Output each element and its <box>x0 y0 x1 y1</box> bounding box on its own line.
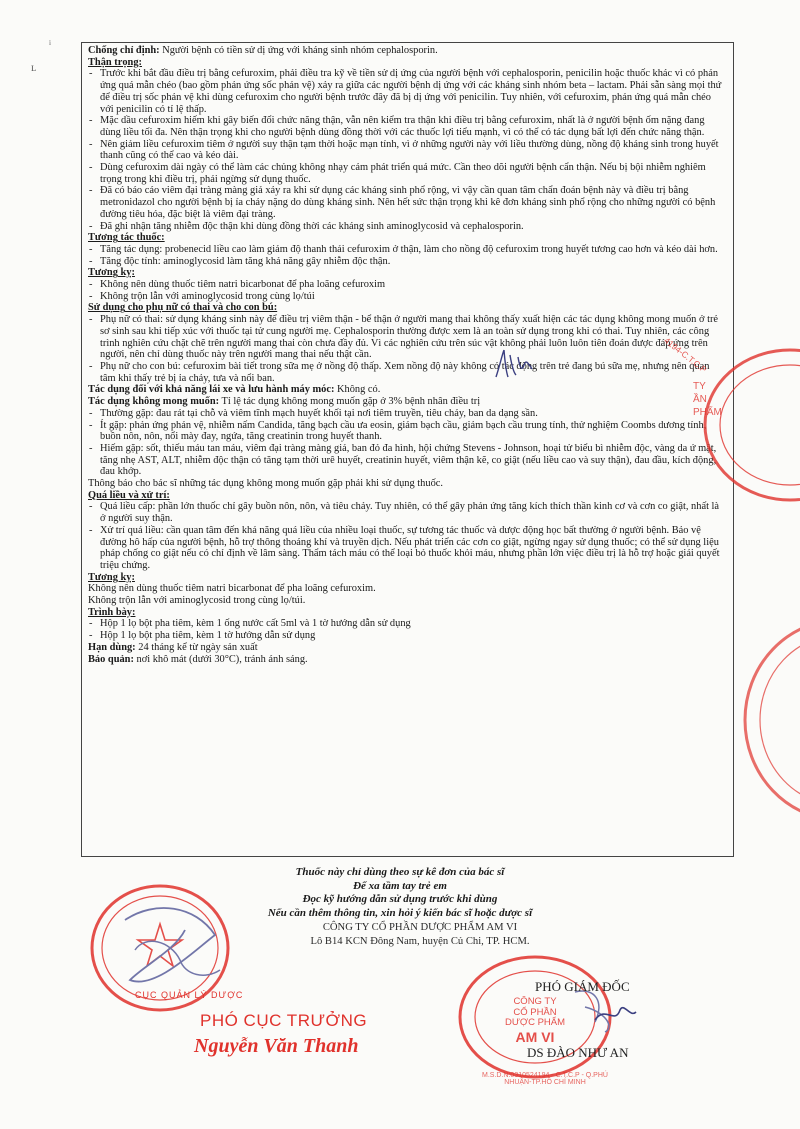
incompat-list <box>88 279 727 302</box>
edge-seal <box>650 340 800 510</box>
precautions-list <box>88 68 727 232</box>
pregnancy-heading: Sử dụng cho phụ nữ có thai và cho con bú: <box>88 302 278 314</box>
right-signatory-name: DS ĐÀO NHƯ AN <box>527 1045 629 1060</box>
seal-line: CÔNG TY <box>513 996 557 1007</box>
list-item: - Đã có báo cáo viêm đại tràng màng giả xảy ra khi sử dụng các kháng sinh phổ rộng, vì vậy cần quan tâm chẩn đoán bệnh này và điều trị bằng metronidazol cho người bệnh bị ỉa chảy nặng do dùng kháng sinh. Nên hết sức thận trọng khi kê đơn kháng sinh phổ rộng cho những người có bệnh đường tiêu hóa, đặc biệt là viêm đại tràng. <box>88 185 727 220</box>
driving-label: Tác dụng đối với khả năng lái xe và lưu hành máy móc: <box>88 384 335 396</box>
seal-line: AM VI <box>515 1028 555 1045</box>
list-item: - Hộp 1 lọ bột pha tiêm, kèm 1 ống nước cất 5ml và 1 tờ hướng dẫn sử dụng <box>88 618 727 630</box>
edge-seal-center <box>693 380 722 419</box>
adverse-label: Tác dụng không mong muốn: <box>88 396 220 408</box>
interactions-heading: Tương tác thuốc: <box>88 232 165 244</box>
company-name: CÔNG TY CỔ PHẦN DƯỢC PHẨM AM VI <box>322 922 518 933</box>
seal-line: PHẨM <box>693 407 722 418</box>
presentation-heading: Trình bày: <box>88 606 136 618</box>
warning-line: Thuốc này chỉ dùng theo sự kê đơn của bác sĩ <box>295 866 505 878</box>
overdose-list <box>88 501 727 571</box>
list-item: - Phụ nữ cho con bú: cefuroxim bài tiết trong sữa mẹ ở nồng độ thấp. Xem nồng độ này không có tác động trên trẻ đang bú sữa mẹ, nhưng nên quan tâm khi thấy trẻ bị ỉa chảy, tưa và nổi ban. <box>88 361 727 384</box>
storage-label: Bảo quản: <box>88 653 134 665</box>
shelf-life-line <box>88 642 727 654</box>
seal-line: CỔ PHẦN <box>513 1006 557 1018</box>
list-item: - Tăng độc tính: aminoglycosid làm tăng khả năng gây nhiễm độc thận. <box>88 256 727 268</box>
seal-line: TY <box>693 381 706 392</box>
presentation-list <box>88 618 727 641</box>
left-signatory-name: Nguyễn Văn Thanh <box>194 1035 359 1057</box>
list-item: - Hộp 1 lọ bột pha tiêm, kèm 1 tờ hướng dẫn sử dụng <box>88 630 727 642</box>
list-item: - Trước khi bắt đầu điều trị bằng cefuroxim, phải điều tra kỹ về tiền sử dị ứng của người bệnh với cephalosporin, penicilin hoặc thuốc khác vì có phản ứng quá mẫn chéo (bao gồm phản ứng sốc phản vệ) xảy ra giữa các người bệnh dị ứng với các kháng sinh nhóm beta – lactam. Phải sẵn sàng mọi thứ để điều trị sốc phản vệ khi dùng cefuroxim cho người bệnh trước đây đã bị dị ứng với penicilin. Tuy nhiên, với cefuroxim, phản ứng quá mẫn chéo với penicilin có tỉ lệ thấp. <box>88 68 727 115</box>
warning-line: Để xa tầm tay trẻ em <box>353 879 447 892</box>
pregnancy-list <box>88 314 727 384</box>
leaflet-body <box>81 42 734 857</box>
list-item: - Mặc dầu cefuroxim hiếm khi gây biến đổi chức năng thận, vẫn nên kiểm tra thận khi điều trị bằng cefuroxim, nhất là ở người bệnh ốm nặng đang dùng liều tối đa. Nên thận trọng khi cho người bệnh dùng đồng thời với các thuốc lợi tiểu mạnh, vì có thể có tác dụng bất lợi đến chức năng thận. <box>88 115 727 138</box>
adverse-line <box>88 396 727 408</box>
company-block <box>270 921 570 948</box>
list-item: - Dùng cefuroxim dài ngày có thể làm các chủng không nhạy cảm phát triển quá mức. Cần theo dõi người bệnh cẩn thận. Nếu bị bội nhiễm nghiêm trọng trong khi điều trị, phải ngừng sử dụng thuốc. <box>88 162 727 185</box>
company-address: Lô B14 KCN Đông Nam, huyện Củ Chi, TP. HCM. <box>310 935 530 947</box>
contraindication-label: Chống chỉ định: <box>88 45 160 56</box>
shelf-life-text: 24 tháng kể từ ngày sản xuất <box>135 641 258 653</box>
government-seal-text: CỤC QUẢN LÝ DƯỢC <box>135 990 244 1000</box>
warning-line: Nếu cần thêm thông tin, xin hỏi ý kiến bác sĩ hoặc dược sĩ <box>267 906 533 919</box>
contraindication-line <box>88 45 727 57</box>
list-item: - Đã ghi nhận tăng nhiễm độc thận khi dùng đồng thời các kháng sinh aminoglycosid và cephalosporin. <box>88 221 727 233</box>
shelf-life-label: Hạn dùng: <box>88 641 136 653</box>
list-item: - Hiếm gặp: sốt, thiếu máu tan máu, viêm đại tràng màng giả, ban đỏ đa hình, hội chứng Stevens - Johnson, hoại tử biểu bì nhiễm độc, vàng da ứ mật, tăng nhẹ AST, ALT, nhiễm độc thận có tăng tạm thời urê huyết, creatinin huyết, viêm thận kẽ, co giật (nếu liều cao và suy thận), đau đầu, kích động, đau khớp. <box>88 443 727 478</box>
incompat2-line: Không nên dùng thuốc tiêm natri bicarbonat để pha loãng cefuroxim. <box>88 583 376 595</box>
storage-line <box>88 654 727 666</box>
list-item: - Không nên dùng thuốc tiêm natri bicarbonat để pha loãng cefuroxim <box>88 279 727 291</box>
seal-line: ẦN <box>693 394 707 405</box>
driving-text: Không có. <box>334 384 381 396</box>
warning-line: Đọc kỹ hướng dẫn sử dụng trước khi dùng <box>302 893 498 906</box>
company-seal-center <box>498 997 572 1045</box>
precautions-heading: Thận trọng: <box>88 56 142 68</box>
right-signature <box>590 1000 640 1030</box>
incompat-heading: Tương kỵ: <box>88 267 135 279</box>
company-seal-ring: M.S.D.N:0310524194 - C.T.C.P - Q.PHÚ NHUẬN-TP.HỒ CHÍ MINH <box>482 1072 608 1086</box>
scan-mark: ᵢ <box>49 33 51 47</box>
list-item: - Thường gặp: đau rát tại chỗ và viêm tĩnh mạch huyết khối tại nơi tiêm truyền, tiêu chảy, ban da dạng sần. <box>88 408 727 420</box>
right-signatory-title: PHÓ GIÁM ĐỐC <box>535 979 630 994</box>
list-item: - Không trộn lẫn với aminoglycosid trong cùng lọ/túi <box>88 291 727 303</box>
scan-mark: ʟ <box>31 60 37 74</box>
list-item: - Phụ nữ có thai: sử dụng kháng sinh này để điều trị viêm thận - bể thận ở người mang thai không thấy xuất hiện các tác dụng không mong muốn ở trẻ sơ sinh sau khi tiếp xúc với thuốc tại tử cung người mẹ. Cephalosporin thường được xem là an toàn sử dụng trong khi có thai. Tuy nhiên, các công trình nghiên cứu chặt chẽ trên người mang thai còn chưa đầy đủ. Vì các nghiên cứu trên súc vật không phải luôn luôn tiên đoán được đáp ứng trên người, nên chỉ dùng thuốc này trên người mang thai nếu thật cần. <box>88 314 727 361</box>
storage-text: nơi khô mát (dưới 30°C), tránh ánh sáng. <box>133 653 308 665</box>
incompat2-line: Không trộn lẫn với aminoglycosid trong cùng lọ/túi. <box>88 595 306 607</box>
edge-seal-lower <box>730 610 800 830</box>
contraindication-text: Người bệnh có tiền sử dị ứng với kháng sinh nhóm cephalosporin. <box>159 45 438 56</box>
left-signatory-title: PHÓ CỤC TRƯỞNG <box>200 1011 368 1030</box>
interactions-list <box>88 244 727 267</box>
list-item: - Tăng tác dụng: probenecid liều cao làm giảm độ thanh thải cefuroxim ở thận, làm cho nồng độ cefuroxim trong huyết tương cao hơn và kéo dài hơn. <box>88 244 727 256</box>
initials-signature <box>488 345 538 385</box>
incompat2-heading: Tương kỵ: <box>88 571 135 583</box>
adverse-text: Tỉ lệ tác dụng không mong muốn gặp ở 3% bệnh nhân điều trị <box>219 396 481 408</box>
adverse-list <box>88 408 727 478</box>
list-item: - Nên giảm liều cefuroxim tiêm ở người suy thận tạm thời hoặc mạn tính, vì ở những người này với liều thường dùng, nồng độ kháng sinh trong huyết thanh cũng có thể cao và kéo dài. <box>88 139 727 162</box>
driving-line <box>88 384 727 396</box>
edge-seal-ring: 4194-C.T.C.P <box>662 335 709 375</box>
overdose-heading: Quá liều và xử trí: <box>88 489 170 501</box>
list-item: - Quá liều cấp: phần lớn thuốc chỉ gây buồn nôn, nôn, và tiêu chảy. Tuy nhiên, có thể gây phản ứng tăng kích thích thần kinh cơ và cơn co giật, nhất là ở người suy thận. <box>88 501 727 524</box>
list-item: - Xử trí quá liều: cần quan tâm đến khả năng quá liều của nhiều loại thuốc, sự tương tác thuốc và dược động học bất thường ở người bệnh. Bảo vệ đường hô hấp của người bệnh, hỗ trợ thông thoáng khí và truyền dịch. Nếu phát triển các cơn co giật, ngừng ngay sử dụng thuốc; có thể sử dụng liệu pháp chống co giật nếu có chỉ định về lâm sàng. Thẩm tách máu có thể loại bỏ thuốc khỏi máu, nhưng phần lớn việc điều trị là hỗ trợ hoặc giải quyết triệu chứng. <box>88 525 727 572</box>
adverse-notify: Thông báo cho bác sĩ những tác dụng không mong muốn gặp phải khi sử dụng thuốc. <box>88 478 443 490</box>
list-item: - Ít gặp: phản ứng phản vệ, nhiễm nấm Candida, tăng bạch cầu ưa eosin, giảm bạch cầu, giảm bạch cầu trung tính, thử nghiệm Coombs dương tính, buồn nôn, nôn, nổi mày đay, ngứa, tăng creatinin trong huyết thanh. <box>88 420 727 443</box>
seal-line: DƯỢC PHẨM <box>504 1017 566 1028</box>
